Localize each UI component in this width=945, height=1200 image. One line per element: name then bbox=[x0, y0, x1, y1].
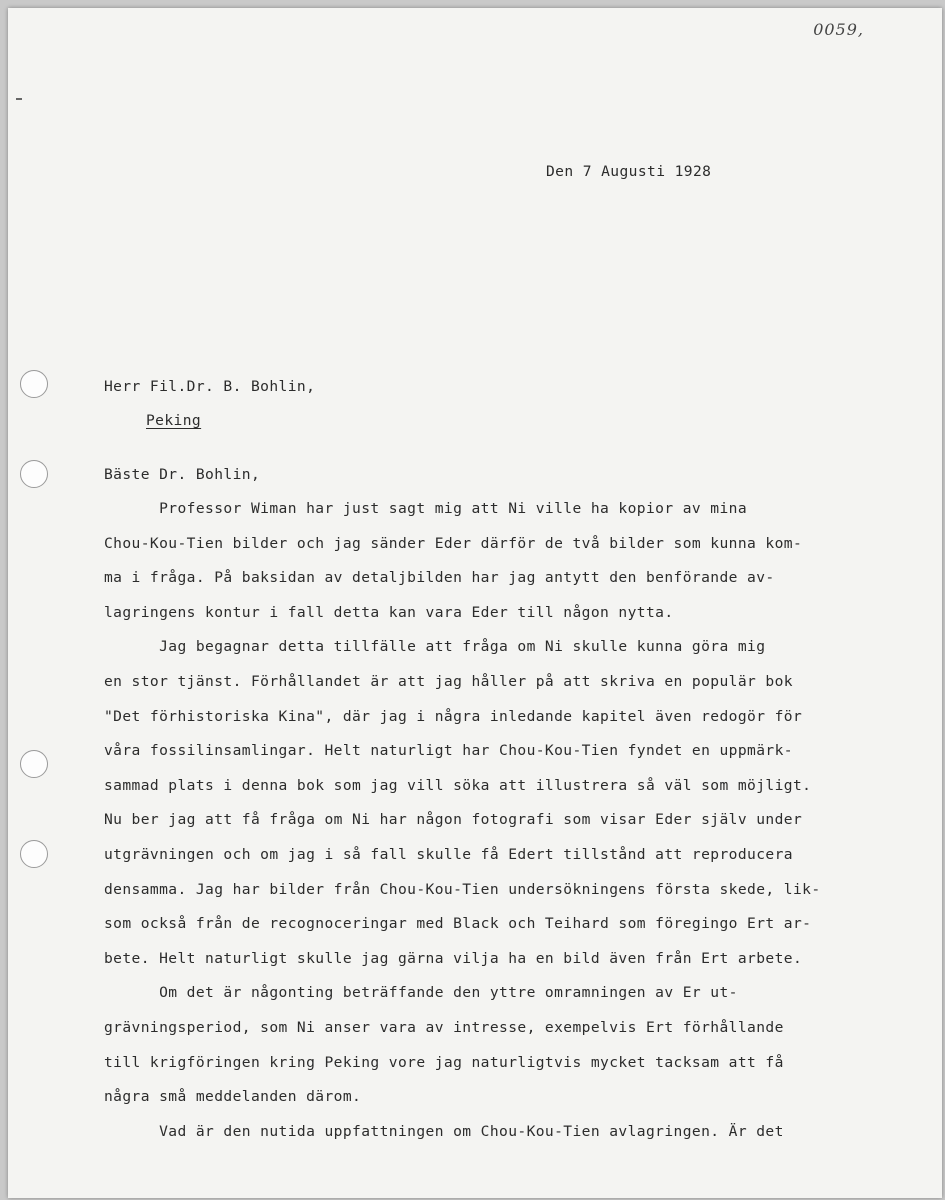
body-line: lagringens kontur i fall detta kan vara Eder till någon nytta. bbox=[104, 603, 674, 621]
body-line: Professor Wiman har just sagt mig att Ni ville ha kopior av mina bbox=[104, 500, 748, 517]
body-line: densamma. Jag har bilder från Chou-Kou-Tien undersökningens första skede, lik- bbox=[104, 880, 821, 898]
body-line: bete. Helt naturligt skulle jag gärna vilja ha en bild även från Ert arbete. bbox=[104, 949, 803, 967]
body-line: sammad plats i denna bok som jag vill söka att illustrera så väl som möjligt. bbox=[104, 776, 812, 794]
punch-hole bbox=[20, 370, 48, 398]
punch-hole bbox=[20, 840, 48, 868]
body-line: Jag begagnar detta tillfälle att fråga om Ni skulle kunna göra mig bbox=[104, 638, 766, 656]
body-line: Chou-Kou-Tien bilder och jag sänder Eder därför de två bilder som kunna kom- bbox=[104, 534, 803, 552]
body-line: en stor tjänst. Förhållandet är att jag håller på att skriva en populär bok bbox=[104, 673, 793, 690]
body-line: "Det förhistoriska Kina", där jag i några inledande kapitel även redogör för bbox=[104, 707, 803, 725]
body-line: ma i fråga. På baksidan av detaljbilden har jag antytt den benförande av- bbox=[104, 569, 775, 587]
body-line: våra fossilinsamlingar. Helt naturligt har Chou-Kou-Tien fyndet en uppmärk- bbox=[104, 742, 793, 760]
body-line: några små meddelanden därom. bbox=[104, 1088, 362, 1106]
body-line: grävningsperiod, som Ni anser vara av intresse, exempelvis Ert förhållande bbox=[104, 1019, 784, 1036]
punch-hole bbox=[20, 460, 48, 488]
salutation: Bäste Dr. Bohlin, bbox=[104, 466, 261, 483]
body-line: Vad är den nutida uppfattningen om Chou-Kou-Tien avlagringen. Är det bbox=[104, 1122, 784, 1140]
body-line: till krigföringen kring Peking vore jag naturligtvis mycket tacksam att få bbox=[104, 1053, 784, 1071]
body-line: Nu ber jag att få fråga om Ni har någon fotografi som visar Eder själv under bbox=[104, 811, 803, 829]
margin-mark bbox=[16, 98, 22, 100]
body-line: Om det är någonting beträffande den yttre omramningen av Er ut- bbox=[104, 984, 738, 1002]
letter-date: Den 7 Augusti 1928 bbox=[546, 163, 712, 180]
punch-hole bbox=[20, 750, 48, 778]
letter-page bbox=[8, 8, 942, 1198]
recipient-city: Peking bbox=[146, 412, 202, 429]
body-line: utgrävningen och om jag i så fall skulle få Edert tillstånd att reproducera bbox=[104, 846, 793, 863]
archive-number: 0059, bbox=[813, 20, 864, 39]
recipient-name: Herr Fil.Dr. B. Bohlin, bbox=[104, 378, 316, 395]
body-line: som också från de recognoceringar med Black och Teihard som föregingo Ert ar- bbox=[104, 915, 812, 933]
